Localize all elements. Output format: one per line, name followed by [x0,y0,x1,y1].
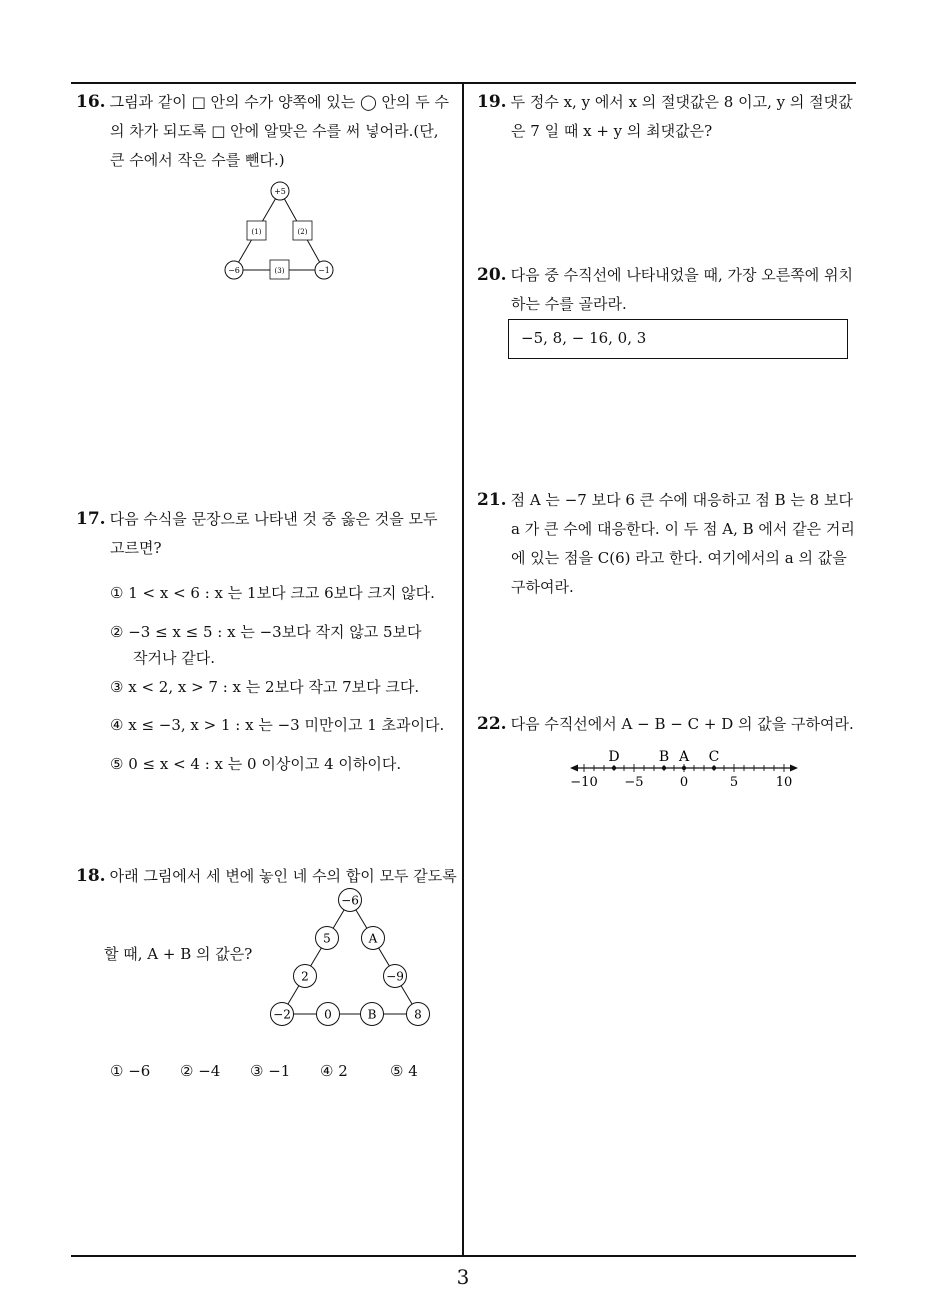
question-text: 다음 중 수직선에 나타내었을 때, 가장 오른쪽에 위치하는 수를 골라라. [510,266,854,313]
svg-text:2: 2 [301,969,309,984]
question-text: 그림과 같이 □ 안의 수가 양쪽에 있는 ◯ 안의 두 수의 차가 되도록 □ 안에 알맞은 수를 써 넣어라.(단, 큰 수에서 작은 수를 뺀다.) [109,93,450,169]
question-number: 17. [76,509,106,529]
q16-box-1 [247,221,266,240]
q18-node-bottom-left [271,1003,294,1026]
question-text: 다음 수직선에서 A − B − C + D 의 값을 구하여라. [510,715,854,733]
svg-text:0: 0 [324,1007,332,1022]
q16-node-left [225,261,243,279]
q16-box-2 [293,221,312,240]
question-number: 21. [477,490,507,510]
question-number: 22. [477,714,507,734]
svg-text:−6: −6 [341,893,359,908]
q18-choice-4: ④ 2 [320,1062,348,1080]
question-20 [477,261,859,319]
question-text: 점 A 는 −7 보다 6 큰 수에 대응하고 점 B 는 8 보다 a 가 큰 수에 대응한다. 이 두 점 A, B 에서 같은 거리에 있는 점을 C(6) 라고 한다. 여기에서의 a 의 값을 구하여라. [510,491,855,596]
question-text: 두 정수 x, y 에서 x 의 절댓값은 8 이고, y 의 절댓값은 7 일 때 x + y 의 최댓값은? [510,93,853,140]
question-number: 19. [477,92,507,112]
tick-label: 5 [729,775,739,790]
svg-text:−6: −6 [228,266,240,275]
q18-node-bottom-right [407,1003,430,1026]
question-22 [477,710,867,739]
q17-option-3: ③ x < 2, x > 7 : x 는 2보다 작고 7보다 크다. [110,678,420,696]
svg-text:(2): (2) [297,228,308,236]
q18-node-right-2 [384,965,407,988]
q17-option-1: ① 1 < x < 6 : x 는 1보다 크고 6보다 크지 않다. [110,584,435,602]
q17-option-2: ② −3 ≤ x ≤ 5 : x 는 −3보다 작지 않고 5보다 [110,623,422,641]
point-b [662,766,666,770]
svg-text:−2: −2 [273,1007,291,1022]
q18-choice-3: ③ −1 [250,1062,291,1080]
question-number: 20. [477,265,507,285]
q17-option-4: ④ x ≤ −3, x > 1 : x 는 −3 미만이고 1 초과이다. [110,716,445,734]
svg-text:B: B [367,1007,377,1022]
svg-text:−1: −1 [318,266,330,275]
point-label-c: C [708,749,720,765]
svg-text:A: A [368,931,378,946]
question-number: 16. [76,92,106,112]
tick-label: −5 [624,775,644,790]
q18-figure [262,886,442,1031]
q18-node-right-1 [362,927,385,950]
question-17 [76,505,456,563]
tick-label: 0 [679,775,689,790]
question-text: 다음 수식을 문장으로 나타낸 것 중 옳은 것을 모두 고르면? [109,510,438,557]
q18-node-left-1 [316,927,339,950]
right-arrow-icon [790,765,798,772]
q17-option-5: ⑤ 0 ≤ x < 4 : x 는 0 이상이고 4 이하이다. [110,755,402,773]
svg-text:(1): (1) [251,228,262,236]
q18-node-bottom-1 [317,1003,340,1026]
point-label-b: B [658,749,670,765]
question-text: 아래 그림에서 세 변에 놓인 네 수의 합이 모두 같도록 [109,867,457,885]
point-d [612,766,616,770]
svg-text:+5: +5 [274,187,286,196]
point-label-d: D [608,749,620,765]
q16-figure [220,178,345,284]
q18-node-bottom-2 [361,1003,384,1026]
q20-number-box: −5, 8, − 16, 0, 3 [508,319,848,359]
q17-option-2-cont: 작거나 같다. [133,649,215,667]
point-label-a: A [678,749,690,765]
question-19 [477,88,859,146]
q16-box-3 [270,260,289,279]
svg-text:(3): (3) [274,267,285,275]
q18-choice-1: ① −6 [110,1062,151,1080]
q22-number-line [560,746,810,794]
question-21 [477,486,859,602]
tick-label: −10 [570,775,598,790]
svg-text:8: 8 [414,1007,422,1022]
question-16 [76,88,456,175]
point-a [682,766,686,770]
column-divider [462,83,464,1256]
left-arrow-icon [570,765,578,772]
q18-node-left-2 [294,965,317,988]
svg-text:5: 5 [323,931,331,946]
q18-choice-2: ② −4 [180,1062,221,1080]
bottom-rule [71,1255,856,1257]
q18-node-top [339,889,362,912]
svg-text:−9: −9 [386,969,404,984]
q16-node-top [271,182,289,200]
tick-label: 10 [775,775,793,790]
question-number: 18. [76,866,106,886]
q18-choice-5: ⑤ 4 [390,1062,418,1080]
question-18-cont: 할 때, A + B 의 값은? [104,945,253,963]
q16-node-right [315,261,333,279]
point-c [712,766,716,770]
page-number: 3 [456,1265,470,1289]
